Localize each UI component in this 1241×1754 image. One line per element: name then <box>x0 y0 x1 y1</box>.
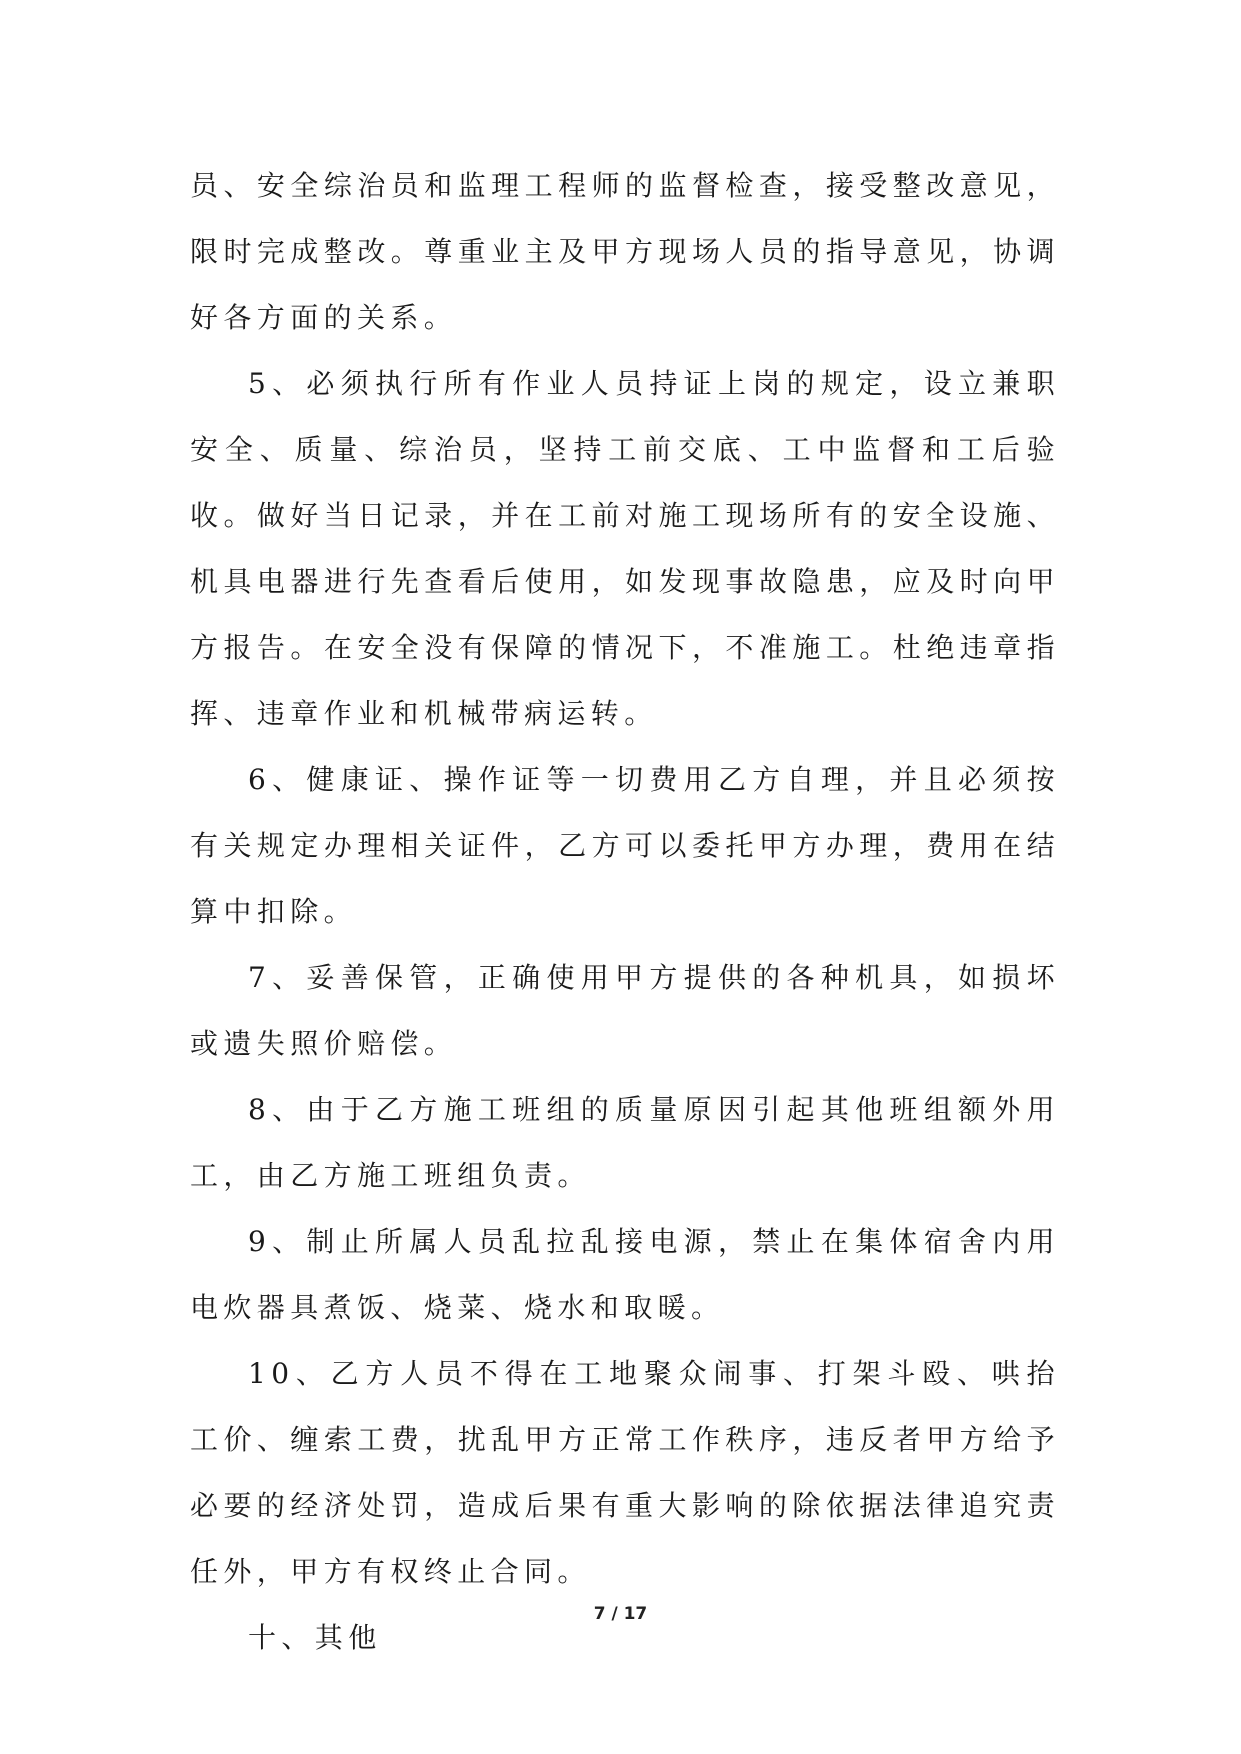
page-number: 7 / 17 <box>593 1604 648 1624</box>
paragraph-item-7: 7、妥善保管，正确使用甲方提供的各种机具，如损坏或遗失照价赔偿。 <box>190 961 1060 1060</box>
paragraph-item-10: 10、乙方人员不得在工地聚众闹事、打架斗殴、哄抬工价、缠索工费，扰乱甲方正常工作秩序，违反者甲方给予必要的经济处罚，造成后果有重大影响的除依据法律追究责任外，甲方有权终止合同。 <box>190 1357 1060 1588</box>
section-heading-other: 十、其他 <box>248 1621 382 1654</box>
paragraph-item-9: 9、制止所属人员乱拉乱接电源，禁止在集体宿舍内用电炊器具煮饭、烧菜、烧水和取暖。 <box>190 1225 1060 1324</box>
paragraph-item-5: 5、必须执行所有作业人员持证上岗的规定，设立兼职安全、质量、综治员，坚持工前交底、工中监督和工后验收。做好当日记录，并在工前对施工现场所有的安全设施、机具电器进行先查看后使用，如发现事故隐患，应及时向甲方报告。在安全没有保障的情况下，不准施工。杜绝违章指挥、违章作业和机械带病运转。 <box>190 367 1060 730</box>
document-body <box>190 153 1060 1671</box>
paragraph-item-8: 8、由于乙方施工班组的质量原因引起其他班组额外用工，由乙方施工班组负责。 <box>190 1093 1060 1192</box>
paragraph-continuation: 员、安全综治员和监理工程师的监督检查，接受整改意见，限时完成整改。尊重业主及甲方现场人员的指导意见，协调好各方面的关系。 <box>190 169 1060 334</box>
paragraph-item-6: 6、健康证、操作证等一切费用乙方自理，并且必须按有关规定办理相关证件，乙方可以委托甲方办理，费用在结算中扣除。 <box>190 763 1060 928</box>
